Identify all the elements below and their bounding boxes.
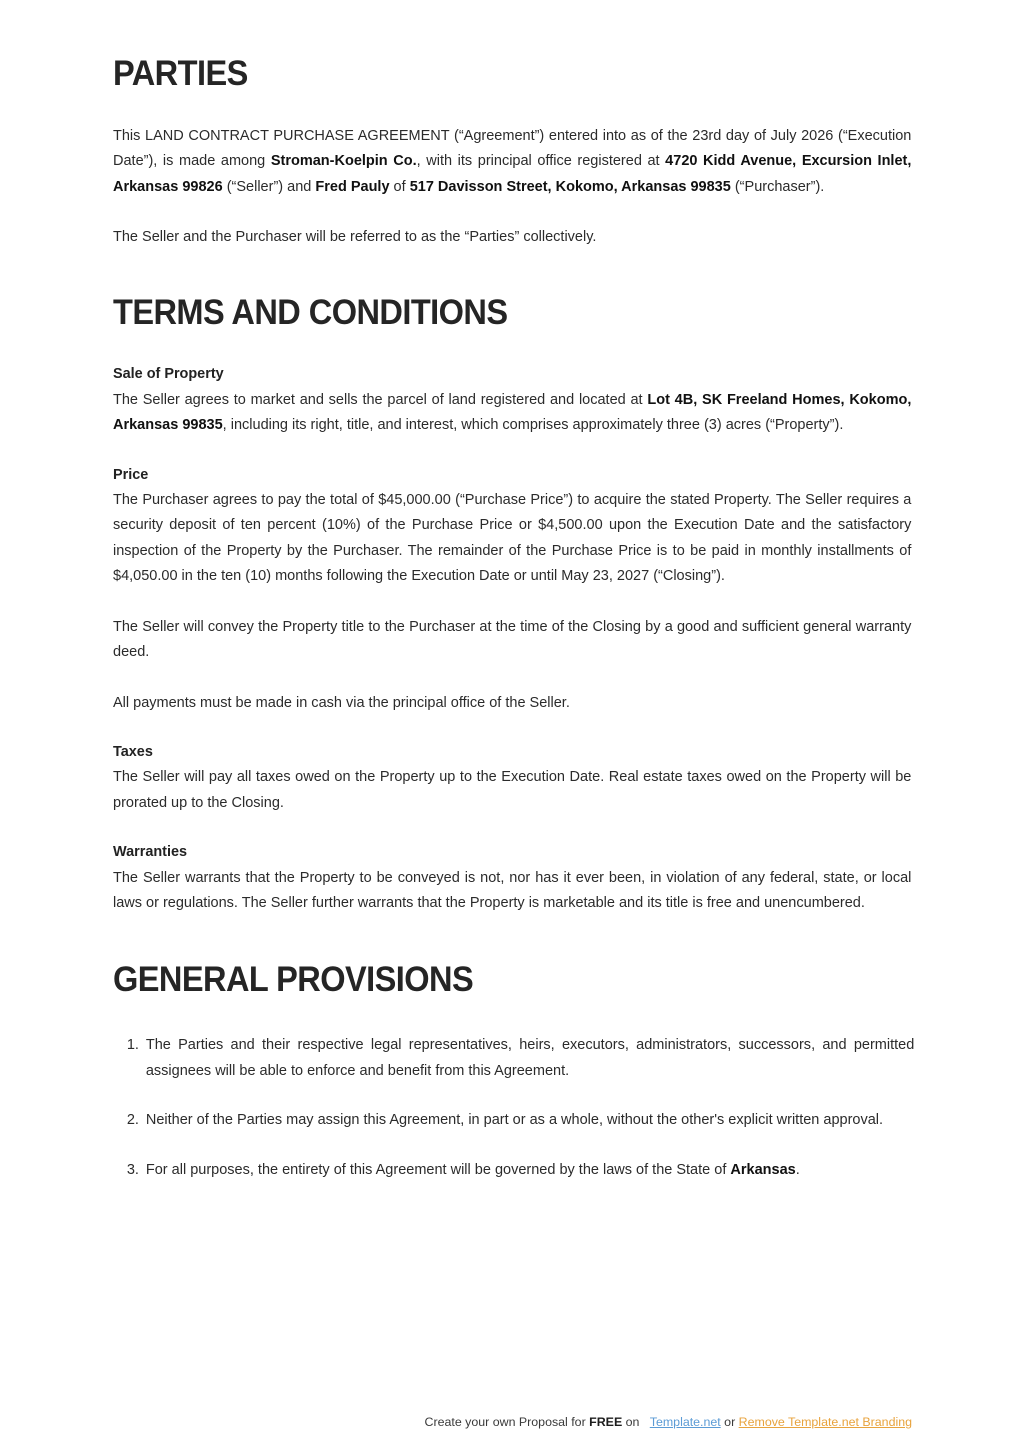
page-footer (0, 1414, 1024, 1430)
spacer (113, 998, 913, 1032)
paragraph-taxes: The Seller will pay all taxes owed on the Property up to the Execution Date. Real estate taxes owed on the Property will be prorated up to the Closing. (113, 768, 912, 811)
footer-free-label: FREE (589, 1415, 623, 1429)
spacer (113, 438, 913, 463)
footer-lead-text: Create your own Proposal for (424, 1415, 590, 1429)
spacer (113, 815, 913, 840)
spacer (113, 589, 913, 614)
section-heading-parties: PARTIES (113, 54, 248, 93)
spacer (113, 332, 913, 362)
list-item: 3. For all purposes, the entirety of this Agreement will be governed by the laws of the State of Arkansas. (143, 1157, 914, 1182)
document-content (113, 56, 913, 1182)
subheading-taxes: Taxes (113, 742, 153, 760)
spacer (113, 199, 913, 224)
list-item: 1. The Parties and their respective legal representatives, heirs, executors, administrators, successors, and permitted assignees will be able to enforce and benefit from this Agreement. (143, 1032, 914, 1083)
subheading-sale-of-property: Sale of Property (113, 365, 224, 383)
spacer (113, 249, 913, 295)
paragraph-price-2: The Seller will convey the Property title to the Purchaser at the time of the Closing by a good and sufficient general warranty deed. (113, 617, 912, 661)
paragraph-sale-of-property: The Seller agrees to market and sells the parcel of land registered and located at Lot 4B, SK Freeland Homes, Kokomo, Arkansas 99835, including its right, title, and interest, which comprises approximately three (3) acres (“Property”). (113, 390, 912, 434)
footer-template-link[interactable]: Template.net (649, 1415, 721, 1429)
paragraph-parties-intro: This LAND CONTRACT PURCHASE AGREEMENT (“Agreement”) entered into as of the 23rd day of July 2026 (“Execution Date”), is made among Stroman-Koelpin Co., with its principal office registered at 4720 Kidd Avenue, Excursion Inlet, Arkansas 99826 (“Seller”) and Fred Pauly of 517 Davisson Street, Kokomo, Arkansas 99835 (“Purchaser”). (113, 126, 912, 195)
footer-remove-branding-link[interactable]: Remove Template.net Branding (738, 1415, 912, 1429)
list-item: 2. Neither of the Parties may assign this Agreement, in part or as a whole, without the other's explicit written approval. (143, 1107, 914, 1132)
paragraph-price-1: The Purchaser agrees to pay the total of $45,000.00 (“Purchase Price”) to acquire the stated Property. The Seller requires a security deposit of ten percent (10%) of the Purchase Price or $4,500.00 upon the Execution Date and the satisfactory inspection of the Property by the Purchaser. The remainder of the Purchase Price is to be paid in monthly installments of $4,050.00 in the ten (10) months following the Execution Date or until May 23, 2027 (“Closing”). (113, 491, 912, 585)
general-provisions-list (113, 1032, 913, 1182)
paragraph-price-3: All payments must be made in cash via the principal office of the Seller. (113, 693, 570, 711)
spacer (113, 665, 913, 690)
footer-on-text: on (622, 1415, 640, 1429)
subheading-price: Price (113, 465, 149, 483)
spacer (113, 93, 913, 123)
section-heading-terms-and-conditions: TERMS AND CONDITIONS (113, 293, 508, 333)
spacer (113, 715, 913, 740)
paragraph-warranties: The Seller warrants that the Property to be conveyed is not, nor has it ever been, in violation of any federal, state, or local laws or regulations. The Seller further warrants that the Property is marketable and its title is free and unencumbered. (113, 868, 912, 912)
section-heading-general-provisions: GENERAL PROVISIONS (113, 959, 474, 999)
footer-separator: or (724, 1415, 736, 1429)
spacer (113, 916, 913, 962)
paragraph-parties-collective: The Seller and the Purchaser will be referred to as the “Parties” collectively. (113, 227, 597, 245)
subheading-warranties: Warranties (113, 843, 188, 861)
